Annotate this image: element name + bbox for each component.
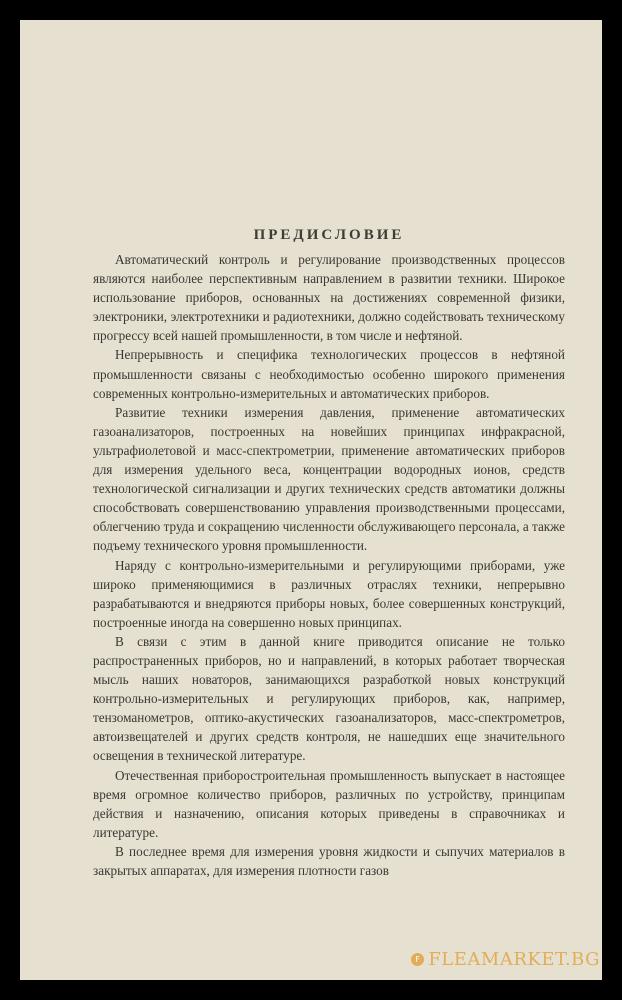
paragraph: Автоматический контроль и регулирование производственных процессов являются наиболее перспективным направлением в развитии техники. Широкое использование приборов, основанных на достижениях современной физики, электроники, электротехники и радиотехники, должно содействовать техническому прогрессу всей нашей промышленности, в том числе и нефтяной. [93, 252, 565, 344]
paragraph: В связи с этим в данной книге приводится описание не только распространенных приборов, но и направлений, в которых работает творческая мысль наших новаторов, занимающихся разработкой новых конструкций контрольно-измерительных и регулирующих приборов, как, например, тензоманометров, оптико-акустических газоанализаторов, масс-спектрометров, автоизвещателей и других средств контроля, не нашедших еще значительного освещения в технической литературе. [93, 633, 565, 764]
page-content [93, 227, 565, 880]
page-title: ПРЕДИСЛОВИЕ [253, 227, 405, 243]
paragraph: Развитие техники измерения давления, применение автоматических газоанализаторов, построенных на новейших принципах инфракрасной, ультрафиолетовой и масс-спектрометрии, применение автоматических приборов для измерения удельного веса, концентрации водородных ионов, средств технологической сигнализации и других технических средств автоматики должны способствовать совершенствованию управления производственными процессами, облегчению труда и сокращению численности обслуживающего персонала, а также подъему технического уровня промышленности. [93, 404, 565, 554]
watermark [411, 949, 600, 970]
paragraph: Наряду с контрольно-измерительными и регулирующими приборами, уже широко применяющимися в различных отраслях техники, непрерывно разрабатываются и внедряются приборы новых, более совершенных конструкций, построенные иногда на совершенно новых принципах. [93, 557, 565, 630]
coin-icon: F [411, 953, 424, 966]
watermark-text: FLEAMARKET.BG [428, 949, 600, 970]
book-page [20, 20, 602, 980]
paragraph: В последнее время для измерения уровня жидкости и сыпучих материалов в закрытых аппаратах, для измерения плотности газов [93, 843, 565, 878]
paragraph: Отечественная приборостроительная промышленность выпускает в настоящее время огромное количество приборов, различных по устройству, принципам действия и назначению, описания которых приведены в справочниках и литературе. [93, 767, 565, 840]
paragraph: Непрерывность и специфика технологических процессов в нефтяной промышленности связаны с необходимостью особенно широкого применения современных контрольно-измерительных и автоматических приборов. [93, 347, 565, 401]
